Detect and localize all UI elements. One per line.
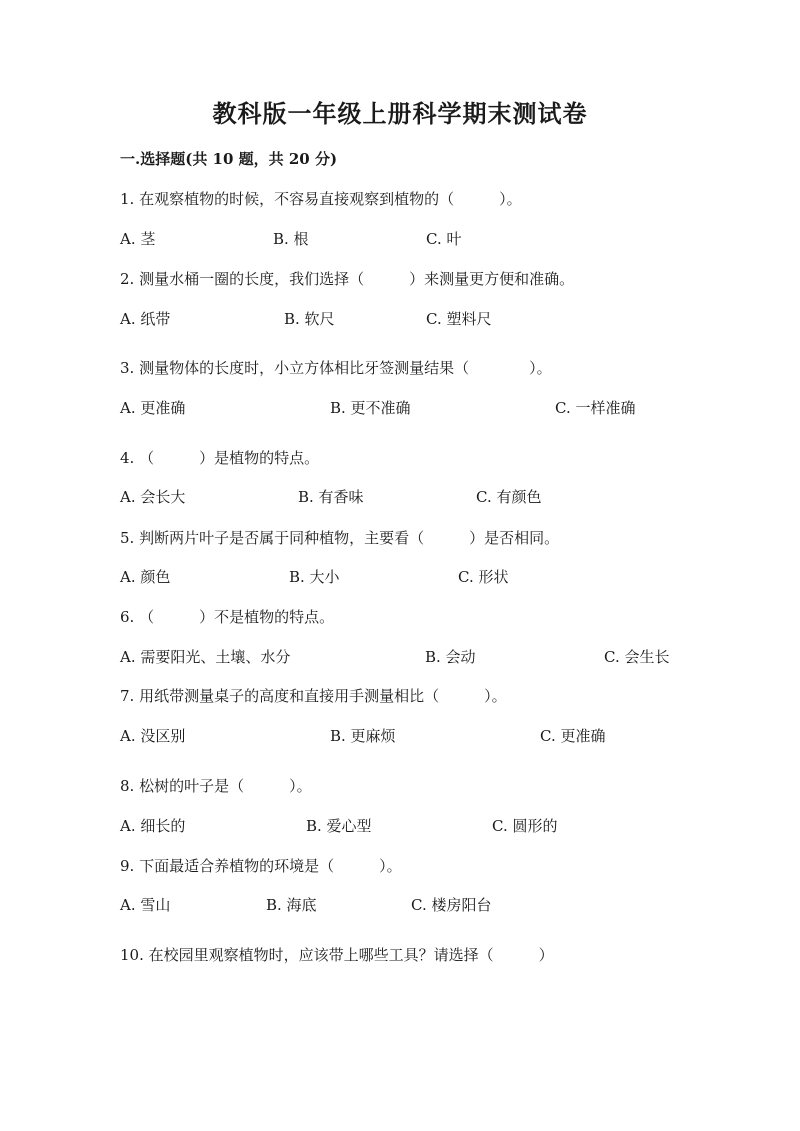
q5-option-c: C. 形状 (458, 568, 509, 586)
q9-option-b: B. 海底 (266, 896, 317, 914)
q8-option-a: A. 细长的 (120, 817, 186, 835)
section-heading: 一.选择题(共 10 题，共 20 分) (120, 150, 338, 168)
q1-option-c: C. 叶 (426, 230, 462, 248)
question-10: 10. 在校园里观察植物时，应该带上哪些工具？请选择（ ） (120, 946, 554, 964)
q4-option-b: B. 有香味 (298, 488, 364, 506)
q2-option-c: C. 塑料尺 (426, 310, 492, 328)
q9-option-a: A. 雪山 (120, 896, 171, 914)
question-3: 3. 测量物体的长度时，小立方体相比牙签测量结果（ ）。 (120, 359, 552, 377)
q3-option-a: A. 更准确 (120, 399, 186, 417)
question-7: 7. 用纸带测量桌子的高度和直接用手测量相比（ ）。 (120, 687, 507, 705)
question-2: 2. 测量水桶一圈的长度，我们选择（ ）来测量更方便和准确。 (120, 270, 575, 288)
question-6: 6. （ ）不是植物的特点。 (120, 608, 335, 626)
q4-option-c: C. 有颜色 (476, 488, 542, 506)
q8-option-b: B. 爱心型 (306, 817, 372, 835)
q5-option-a: A. 颜色 (120, 568, 171, 586)
q4-option-a: A. 会长大 (120, 488, 186, 506)
question-1: 1. 在观察植物的时候，不容易直接观察到植物的（ ）。 (120, 190, 522, 208)
q7-option-b: B. 更麻烦 (330, 727, 396, 745)
q8-option-c: C. 圆形的 (492, 817, 558, 835)
q9-option-c: C. 楼房阳台 (411, 896, 492, 914)
q7-option-c: C. 更准确 (540, 727, 606, 745)
q7-option-a: A. 没区别 (120, 727, 186, 745)
q3-option-c: C. 一样准确 (555, 399, 636, 417)
question-5: 5. 判断两片叶子是否属于同种植物，主要看（ ）是否相同。 (120, 529, 560, 547)
q1-option-a: A. 茎 (120, 230, 156, 248)
q2-option-a: A. 纸带 (120, 310, 171, 328)
question-8: 8. 松树的叶子是（ ）。 (120, 777, 312, 795)
q3-option-b: B. 更不准确 (330, 399, 411, 417)
q6-option-c: C. 会生长 (604, 648, 670, 666)
q1-option-b: B. 根 (273, 230, 309, 248)
page-title: 教科版一年级上册科学期末测试卷 (212, 99, 588, 128)
question-4: 4. （ ）是植物的特点。 (120, 449, 320, 467)
q6-option-a: A. 需要阳光、土壤、水分 (120, 648, 291, 666)
q2-option-b: B. 软尺 (284, 310, 335, 328)
q6-option-b: B. 会动 (425, 648, 476, 666)
question-9: 9. 下面最适合养植物的环境是（ ）。 (120, 857, 402, 875)
q5-option-b: B. 大小 (289, 568, 340, 586)
